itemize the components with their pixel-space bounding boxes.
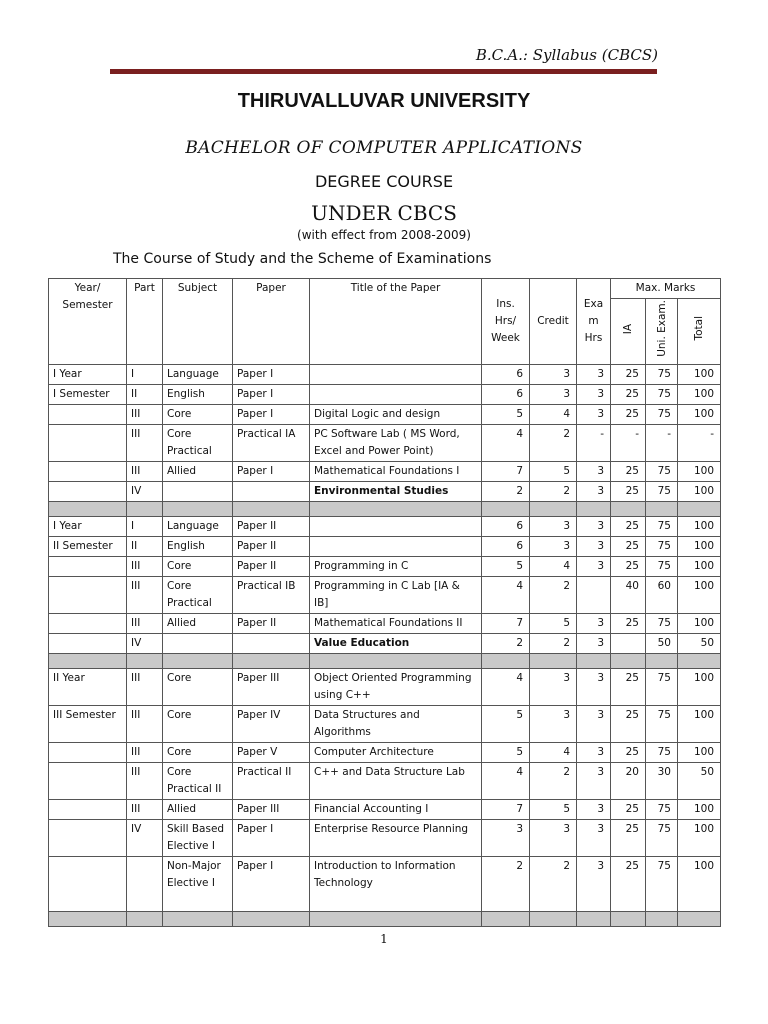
cell-total: 100 [678, 556, 721, 576]
cell-subject: Core [163, 556, 233, 576]
header-title: Title of the Paper [310, 279, 482, 365]
cell-subject [163, 481, 233, 501]
cell-exam: 3 [577, 364, 611, 384]
cell-title: Programming in C [310, 556, 482, 576]
separator-cell [49, 653, 127, 668]
cell-title [310, 384, 482, 404]
scheme-table-body [49, 364, 721, 926]
cell-total: 100 [678, 705, 721, 742]
separator-cell [678, 501, 721, 516]
cell-exam: 3 [577, 461, 611, 481]
separator-cell [127, 653, 163, 668]
cell-credit: 4 [530, 404, 577, 424]
separator-cell [577, 911, 611, 926]
table-row [49, 633, 721, 653]
table-row [49, 613, 721, 633]
header-exam-hrs: Exa m Hrs [577, 279, 611, 365]
cell-credit: 2 [530, 762, 577, 799]
cell-year [49, 799, 127, 819]
cell-ins: 2 [482, 856, 530, 911]
separator-cell [678, 653, 721, 668]
cell-credit: 4 [530, 556, 577, 576]
separator-cell [678, 911, 721, 926]
cell-ia: 25 [611, 404, 646, 424]
table-row [49, 576, 721, 613]
cell-part: II [127, 536, 163, 556]
cell-total: 100 [678, 856, 721, 911]
cell-exam: 3 [577, 556, 611, 576]
cell-ins: 3 [482, 819, 530, 856]
cell-total: 100 [678, 742, 721, 762]
cell-part: I [127, 516, 163, 536]
cell-paper: Practical II [233, 762, 310, 799]
separator-cell [646, 501, 678, 516]
cell-exam: 3 [577, 384, 611, 404]
cell-paper: Paper I [233, 404, 310, 424]
cell-uni: 75 [646, 404, 678, 424]
separator-cell [646, 653, 678, 668]
table-row [49, 516, 721, 536]
cell-ins: 4 [482, 576, 530, 613]
separator-cell [611, 911, 646, 926]
cell-uni: 75 [646, 364, 678, 384]
table-row [49, 556, 721, 576]
cell-ins: 7 [482, 461, 530, 481]
cell-year [49, 461, 127, 481]
cell-ia: 40 [611, 576, 646, 613]
cell-credit: 2 [530, 576, 577, 613]
cell-credit: 2 [530, 481, 577, 501]
cell-ins: 6 [482, 536, 530, 556]
cell-total: 100 [678, 576, 721, 613]
header-max-marks: Max. Marks [611, 279, 721, 299]
cell-part: III [127, 404, 163, 424]
separator-cell [49, 501, 127, 516]
cell-part: III [127, 461, 163, 481]
cell-year: I Year [49, 516, 127, 536]
cell-ia: 25 [611, 742, 646, 762]
table-row [49, 536, 721, 556]
cell-credit: 2 [530, 856, 577, 911]
cell-exam [577, 576, 611, 613]
cell-uni: 75 [646, 481, 678, 501]
cell-year [49, 481, 127, 501]
cell-ia: 25 [611, 516, 646, 536]
cell-paper: Paper II [233, 613, 310, 633]
cell-total: 100 [678, 481, 721, 501]
cell-uni: 75 [646, 516, 678, 536]
cell-exam: 3 [577, 705, 611, 742]
cell-ins: 2 [482, 633, 530, 653]
separator-cell [577, 501, 611, 516]
cell-paper: Practical IA [233, 424, 310, 461]
cell-paper: Paper I [233, 461, 310, 481]
separator-cell [482, 911, 530, 926]
header-year: Year/ Semester [49, 279, 127, 365]
university-title: THIRUVALLUVAR UNIVERSITY [237, 90, 531, 112]
cell-total: 100 [678, 461, 721, 481]
separator-cell [163, 911, 233, 926]
cell-uni: 75 [646, 819, 678, 856]
separator-cell [530, 653, 577, 668]
header-credit: Credit [530, 279, 577, 365]
cell-exam: 3 [577, 856, 611, 911]
cell-part: III [127, 576, 163, 613]
cell-part: III [127, 668, 163, 705]
cell-year: III Semester [49, 705, 127, 742]
cell-title [310, 364, 482, 384]
cell-ia: 25 [611, 613, 646, 633]
cell-ins: 6 [482, 364, 530, 384]
cell-exam: 3 [577, 536, 611, 556]
table-row [49, 668, 721, 705]
cell-year [49, 424, 127, 461]
cell-subject: Core [163, 404, 233, 424]
separator-cell [233, 653, 310, 668]
cell-paper: Paper III [233, 799, 310, 819]
cell-year: I Semester [49, 384, 127, 404]
cell-credit: 3 [530, 516, 577, 536]
cell-credit: 3 [530, 384, 577, 404]
cell-ins: 7 [482, 799, 530, 819]
effective-date: (with effect from 2008-2009) [297, 228, 471, 242]
cell-ia: 25 [611, 856, 646, 911]
table-row [49, 461, 721, 481]
separator-cell [310, 501, 482, 516]
cell-paper: Paper III [233, 668, 310, 705]
cell-ins: 7 [482, 613, 530, 633]
table-row [49, 404, 721, 424]
cell-ia: 25 [611, 819, 646, 856]
cell-title: Data Structures and Algorithms [310, 705, 482, 742]
cell-title: Financial Accounting I [310, 799, 482, 819]
cell-ia: 25 [611, 668, 646, 705]
separator-cell [49, 911, 127, 926]
cell-uni: 75 [646, 461, 678, 481]
cell-title: Enterprise Resource Planning [310, 819, 482, 856]
cell-exam: 3 [577, 481, 611, 501]
cell-credit: 5 [530, 461, 577, 481]
cell-year [49, 404, 127, 424]
cell-ia: 25 [611, 705, 646, 742]
cell-title: Object Oriented Programming using C++ [310, 668, 482, 705]
cell-subject: Core Practical [163, 424, 233, 461]
cell-credit: 3 [530, 668, 577, 705]
cell-uni: 75 [646, 705, 678, 742]
cell-year [49, 576, 127, 613]
cell-title: PC Software Lab ( MS Word, Excel and Power Point) [310, 424, 482, 461]
cell-title: Introduction to Information Technology [310, 856, 482, 911]
cell-uni: 30 [646, 762, 678, 799]
cell-exam: 3 [577, 762, 611, 799]
cell-paper: Paper I [233, 384, 310, 404]
separator-cell [127, 501, 163, 516]
table-row [49, 424, 721, 461]
course-heading: The Course of Study and the Scheme of Examinations [113, 251, 492, 267]
cell-subject: Core Practical II [163, 762, 233, 799]
cell-part [127, 856, 163, 911]
cell-part: III [127, 762, 163, 799]
cell-credit: 3 [530, 536, 577, 556]
cell-exam: 3 [577, 613, 611, 633]
under-cbcs-label: UNDER CBCS [311, 201, 457, 225]
separator-cell [310, 653, 482, 668]
header-uni-exam: Uni. Exam. [655, 300, 668, 357]
cell-year [49, 613, 127, 633]
separator-cell [611, 653, 646, 668]
cell-title [310, 516, 482, 536]
cell-year [49, 819, 127, 856]
cell-uni: 75 [646, 613, 678, 633]
cell-ins: 4 [482, 668, 530, 705]
cell-ia: 25 [611, 536, 646, 556]
table-row [49, 856, 721, 911]
separator-cell [482, 501, 530, 516]
cell-subject: Core [163, 668, 233, 705]
cell-subject: Language [163, 364, 233, 384]
cell-ia: 25 [611, 556, 646, 576]
cell-paper: Paper I [233, 819, 310, 856]
table-row [49, 364, 721, 384]
cell-subject: English [163, 384, 233, 404]
cell-title: Programming in C Lab [IA & IB] [310, 576, 482, 613]
header-subject: Subject [163, 279, 233, 365]
cell-exam: - [577, 424, 611, 461]
degree-course-label: DEGREE COURSE [314, 172, 454, 191]
section-separator [49, 653, 721, 668]
cell-ia: 25 [611, 384, 646, 404]
cell-part: II [127, 384, 163, 404]
cell-uni: 75 [646, 742, 678, 762]
separator-cell [163, 501, 233, 516]
cell-uni: 75 [646, 799, 678, 819]
cell-paper: Practical IB [233, 576, 310, 613]
cell-credit: 5 [530, 613, 577, 633]
cell-part: IV [127, 633, 163, 653]
cell-ia [611, 633, 646, 653]
cell-ia: - [611, 424, 646, 461]
program-title: BACHELOR OF COMPUTER APPLICATIONS [185, 138, 583, 158]
header-syllabus-label: B.C.A.: Syllabus (CBCS) [475, 46, 658, 64]
separator-cell [646, 911, 678, 926]
cell-total: - [678, 424, 721, 461]
separator-cell [530, 501, 577, 516]
cell-part: III [127, 556, 163, 576]
header-ia: IA [622, 323, 634, 334]
cell-part: I [127, 364, 163, 384]
cell-total: 100 [678, 536, 721, 556]
cell-paper [233, 633, 310, 653]
table-row [49, 705, 721, 742]
cell-paper: Paper V [233, 742, 310, 762]
cell-ia: 25 [611, 364, 646, 384]
cell-exam: 3 [577, 799, 611, 819]
cell-subject: Skill Based Elective I [163, 819, 233, 856]
cell-ins: 5 [482, 705, 530, 742]
separator-cell [163, 653, 233, 668]
scheme-table [48, 278, 721, 927]
cell-subject: Language [163, 516, 233, 536]
cell-part: III [127, 613, 163, 633]
cell-subject [163, 633, 233, 653]
cell-paper: Paper I [233, 364, 310, 384]
cell-exam: 3 [577, 404, 611, 424]
cell-ins: 5 [482, 556, 530, 576]
cell-credit: 3 [530, 705, 577, 742]
cell-ins: 4 [482, 762, 530, 799]
cell-credit: 3 [530, 819, 577, 856]
cell-ia: 25 [611, 461, 646, 481]
cell-year: I Year [49, 364, 127, 384]
cell-uni: 75 [646, 668, 678, 705]
separator-cell [233, 911, 310, 926]
cell-ins: 4 [482, 424, 530, 461]
cell-ia: 20 [611, 762, 646, 799]
cell-ins: 5 [482, 404, 530, 424]
cell-year: II Year [49, 668, 127, 705]
cell-subject: Allied [163, 799, 233, 819]
cell-total: 50 [678, 633, 721, 653]
cell-ins: 6 [482, 384, 530, 404]
table-row [49, 799, 721, 819]
cell-uni: 75 [646, 384, 678, 404]
cell-exam: 3 [577, 516, 611, 536]
cell-title: Mathematical Foundations II [310, 613, 482, 633]
cell-uni: 75 [646, 536, 678, 556]
cell-title: C++ and Data Structure Lab [310, 762, 482, 799]
table-row [49, 384, 721, 404]
cell-uni: 50 [646, 633, 678, 653]
cell-ia: 25 [611, 481, 646, 501]
table-row [49, 762, 721, 799]
cell-year [49, 633, 127, 653]
cell-credit: 5 [530, 799, 577, 819]
cell-paper: Paper II [233, 516, 310, 536]
separator-cell [233, 501, 310, 516]
page-number: 1 [380, 932, 388, 946]
section-separator [49, 501, 721, 516]
cell-uni: 75 [646, 856, 678, 911]
cell-total: 100 [678, 404, 721, 424]
table-row [49, 481, 721, 501]
cell-title: Computer Architecture [310, 742, 482, 762]
cell-credit: 2 [530, 424, 577, 461]
cell-ins: 6 [482, 516, 530, 536]
cell-subject: Core Practical [163, 576, 233, 613]
separator-cell [127, 911, 163, 926]
cell-total: 100 [678, 364, 721, 384]
cell-part: III [127, 742, 163, 762]
table-row [49, 819, 721, 856]
cell-exam: 3 [577, 819, 611, 856]
cell-year [49, 742, 127, 762]
cell-uni: - [646, 424, 678, 461]
cell-ins: 5 [482, 742, 530, 762]
cell-paper: Paper II [233, 536, 310, 556]
cell-part: IV [127, 481, 163, 501]
cell-subject: Allied [163, 613, 233, 633]
separator-cell [310, 911, 482, 926]
cell-ia: 25 [611, 799, 646, 819]
cell-subject: Non-Major Elective I [163, 856, 233, 911]
cell-year [49, 762, 127, 799]
table-row [49, 742, 721, 762]
separator-cell [530, 911, 577, 926]
header-paper: Paper [233, 279, 310, 365]
cell-year [49, 556, 127, 576]
cell-total: 100 [678, 819, 721, 856]
separator-cell [482, 653, 530, 668]
separator-cell [577, 653, 611, 668]
cell-exam: 3 [577, 633, 611, 653]
section-separator [49, 911, 721, 926]
cell-total: 50 [678, 762, 721, 799]
cell-total: 100 [678, 613, 721, 633]
cell-uni: 75 [646, 556, 678, 576]
cell-subject: English [163, 536, 233, 556]
header-total: Total [693, 316, 706, 341]
cell-total: 100 [678, 516, 721, 536]
cell-part: III [127, 799, 163, 819]
cell-credit: 4 [530, 742, 577, 762]
cell-title: Digital Logic and design [310, 404, 482, 424]
cell-title: Mathematical Foundations I [310, 461, 482, 481]
cell-title: Value Education [310, 633, 482, 653]
cell-paper [233, 481, 310, 501]
cell-total: 100 [678, 668, 721, 705]
cell-credit: 3 [530, 364, 577, 384]
cell-title: Environmental Studies [310, 481, 482, 501]
cell-part: III [127, 424, 163, 461]
cell-paper: Paper II [233, 556, 310, 576]
cell-paper: Paper I [233, 856, 310, 911]
cell-paper: Paper IV [233, 705, 310, 742]
cell-subject: Allied [163, 461, 233, 481]
separator-cell [611, 501, 646, 516]
cell-title [310, 536, 482, 556]
cell-exam: 3 [577, 668, 611, 705]
cell-part: III [127, 705, 163, 742]
cell-exam: 3 [577, 742, 611, 762]
cell-uni: 60 [646, 576, 678, 613]
cell-total: 100 [678, 799, 721, 819]
cell-part: IV [127, 819, 163, 856]
header-part: Part [127, 279, 163, 365]
header-ins-hrs: Ins. Hrs/ Week [482, 279, 530, 365]
header-rule [110, 69, 657, 74]
cell-subject: Core [163, 742, 233, 762]
cell-credit: 2 [530, 633, 577, 653]
cell-subject: Core [163, 705, 233, 742]
cell-total: 100 [678, 384, 721, 404]
cell-ins: 2 [482, 481, 530, 501]
cell-year [49, 856, 127, 911]
cell-year: II Semester [49, 536, 127, 556]
